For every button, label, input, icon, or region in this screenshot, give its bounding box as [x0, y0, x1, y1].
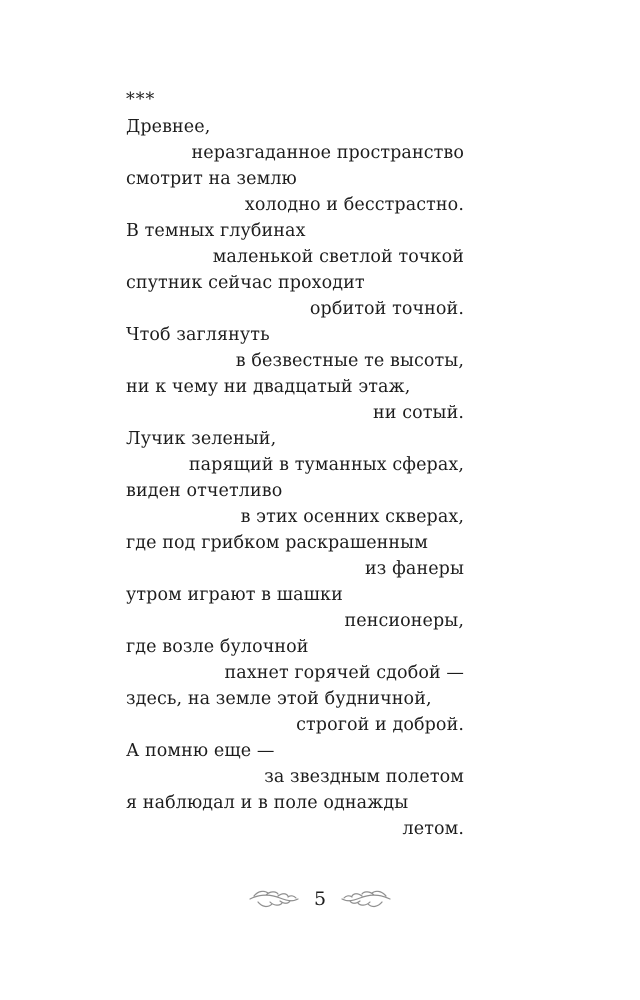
section-marker: *** — [126, 90, 156, 110]
poem-line: ни сотый. — [373, 403, 464, 423]
poem-line: в этих осенних скверах, — [240, 507, 464, 527]
poem-line: орбитой точной. — [309, 299, 464, 319]
page-number: 5 — [313, 888, 327, 910]
floral-ornament-icon — [248, 888, 300, 910]
poem-line: Чтоб заглянуть — [126, 325, 270, 345]
poem-line: я наблюдал и в поле однажды — [126, 793, 409, 813]
poem-line: Лучик зеленый, — [126, 429, 277, 449]
poem-line: пахнет горячей сдобой — — [224, 663, 464, 683]
floral-ornament-icon — [340, 888, 392, 910]
poem-line: за звездным полетом — [264, 767, 464, 787]
poem-line: виден отчетливо — [126, 481, 283, 501]
poem-line: летом. — [402, 819, 464, 839]
poem-line: Древнее, — [126, 117, 211, 137]
poem-line: смотрит на землю — [126, 169, 297, 189]
poem-line: спутник сейчас проходит — [126, 273, 365, 293]
poem-line: А помню еще — — [126, 741, 275, 761]
poem-line: утром играют в шашки — [126, 585, 343, 605]
poem-line: здесь, на земле этой будничной, — [126, 689, 432, 709]
poem-line: маленькой светлой точкой — [212, 247, 464, 267]
poem — [126, 86, 464, 842]
poem-line: парящий в туманных сферах, — [188, 455, 464, 475]
poem-line: неразгаданное пространство — [191, 143, 464, 163]
poem-line: из фанеры — [365, 559, 464, 579]
poem-line: в безвестные те высоты, — [235, 351, 464, 371]
poem-line: пенсионеры, — [344, 611, 464, 631]
poem-line: где возле булочной — [126, 637, 309, 657]
page-footer — [0, 884, 640, 914]
poem-line: В темных глубинах — [126, 221, 306, 241]
poem-line: строгой и доброй. — [296, 715, 464, 735]
poem-line: ни к чему ни двадцатый этаж, — [126, 377, 411, 397]
poem-line: где под грибком раскрашенным — [126, 533, 428, 553]
poem-line: холодно и бесстрастно. — [244, 195, 464, 215]
